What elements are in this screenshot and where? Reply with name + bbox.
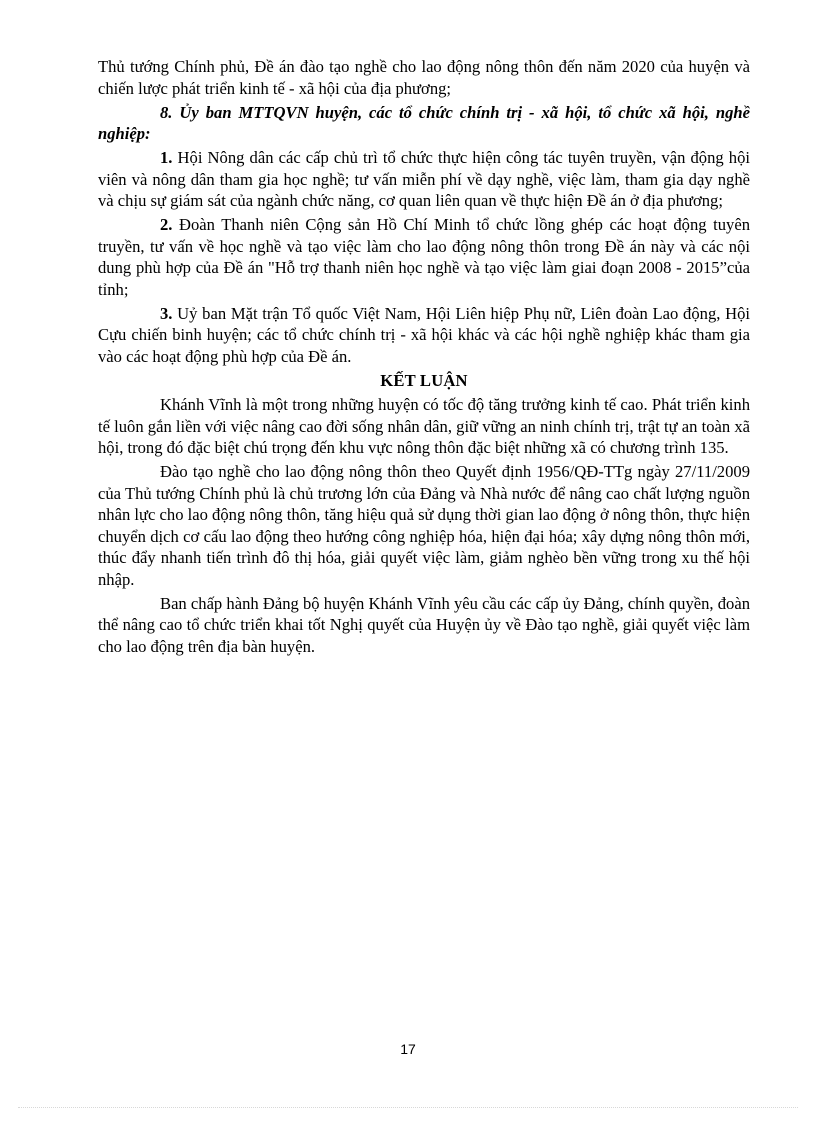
item-number: 3.	[160, 303, 173, 323]
continuation-paragraph: Thủ tướng Chính phủ, Đề án đào tạo nghề cho lao động nông thôn đến năm 2020 của huyện và chiến lược phát triển kinh tế - xã hội của địa phương;	[98, 57, 750, 98]
section-8-heading: 8. Ủy ban MTTQVN huyện, các tổ chức chính trị - xã hội, tổ chức xã hội, nghề nghiệp:	[98, 102, 750, 143]
document-body	[98, 56, 750, 660]
item-text: Đoàn Thanh niên Cộng sản Hồ Chí Minh tổ chức lồng ghép các hoạt động tuyên truyền, tư vấn về học nghề và tạo việc làm cho lao động nông thôn trong Đề án này và các nội dung phù hợp của Đề án "Hỗ trợ thanh niên học nghề và tạo việc làm giai đoạn 2008 - 2015”của tỉnh;	[98, 215, 750, 299]
item-number: 2.	[160, 215, 173, 234]
section-8-item-3	[98, 303, 750, 368]
section-8-item-2	[98, 214, 750, 300]
page-number: 17	[400, 1041, 416, 1057]
conclusion-title: KẾT LUẬN	[380, 370, 468, 390]
conclusion-paragraph-3: Ban chấp hành Đảng bộ huyện Khánh Vĩnh yêu cầu các cấp ủy Đảng, chính quyền, đoàn thể nâng cao tổ chức triển khai tốt Nghị quyết của Huyện ủy về Đào tạo nghề, giải quyết việc làm cho lao động trên địa bàn huyện.	[98, 593, 750, 656]
item-number: 1.	[160, 148, 173, 167]
section-8-item-1	[98, 147, 750, 212]
conclusion-paragraph-2: Đào tạo nghề cho lao động nông thôn theo Quyết định 1956/QĐ-TTg ngày 27/11/2009 của Thủ tướng Chính phủ là chủ trương lớn của Đảng và Nhà nước để nâng cao chất lượng nguồn nhân lực cho lao động nông thôn, tăng hiệu quả sử dụng thời gian lao động ở nông thôn, thực hiện chuyển dịch cơ cấu lao động theo hướng công nghiệp hóa, hiện đại hóa; xây dựng nông thôn mới, thúc đẩy nhanh tiến trình đô thị hóa, giải quyết việc làm, giảm nghèo bền vững trong xu thế hội nhập.	[98, 462, 750, 589]
page-bottom-divider	[18, 1107, 798, 1108]
item-text: Hội Nông dân các cấp chủ trì tổ chức thực hiện công tác tuyên truyền, vận động hội viên và nông dân tham gia học nghề; tư vấn miễn phí về dạy nghề, việc làm, tham gia dạy nghề và chịu sự giám sát của ngành chức năng, cơ quan liên quan về thực hiện Đề án ở địa phương;	[98, 148, 750, 210]
item-text: Uỷ ban Mặt trận Tổ quốc Việt Nam, Hội Liên hiệp Phụ nữ, Liên đoàn Lao động, Hội Cựu chiến binh huyện; các tổ chức chính trị - xã hội khác và các hội nghề nghiệp khác tham gia vào các hoạt động phù hợp của Đề án.	[98, 303, 750, 366]
conclusion-paragraph-1: Khánh Vĩnh là một trong những huyện có tốc độ tăng trưởng kinh tế cao. Phát triển kinh tế luôn gắn liền với việc nâng cao đời sống nhân dân, giữ vững an ninh chính trị, trật tự an toàn xã hội, trong đó đặc biệt chú trọng đến khu vực nông thôn đặc biệt những xã có chương trình 135.	[98, 395, 750, 457]
